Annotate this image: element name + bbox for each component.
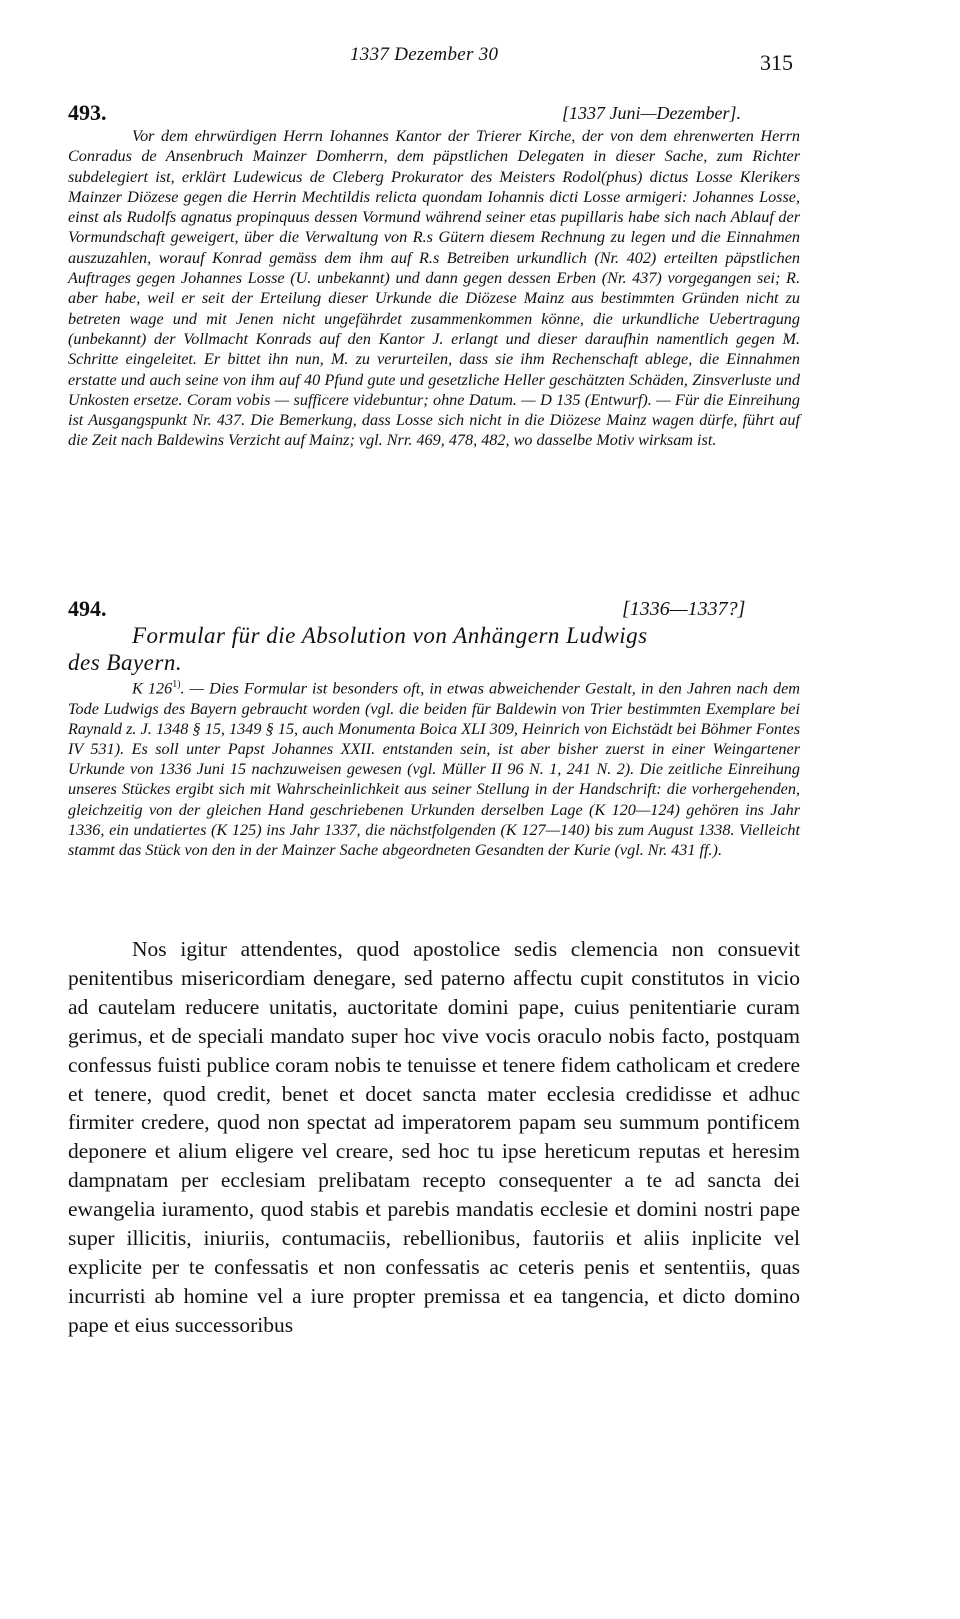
entry-494-title bbox=[68, 622, 800, 676]
page-number: 315 bbox=[760, 50, 793, 75]
entry-494-note-text: . — Dies Formular ist besonders oft, in etwas abweichender Gestalt, in den Jahren nach dem Tode Ludwigs des Bayern gebraucht worden (vgl. die beiden für Baldewin von Trier bestimmten Exemplare bei Raynald z. J. 1348 § 15, 1349 § 15, auch Monumenta Boica XLI 309, Heinrich von Eichstädt bei Böhmer Fontes IV 531). Es soll unter Papst Johannes XXII. entstanden sein, ist aber bisher zuerst in einer Weingartener Urkunde von 1336 Juni 15 nachzuweisen gewesen (vgl. Müller II 96 N. 1, 241 N. 2). Die zeitliche Einreihung unseres Stückes ergibt sich mit Wahrscheinlichkeit aus seiner Stellung in der Handschrift: die vorhergehenden, gleichzeitig von der gleichen Hand geschriebenen Urkunden derselben Lage (K 120—124) gehören ins Jahr 1336, ein undatiertes (K 125) ins Jahr 1337, die nächstfolgenden (K 127—140) bis zum August 1338. Vielleicht stammt das Stück von den in der Mainzer Sache abgeordneten Gesandten der Kurie (vgl. Nr. 431 ff.). bbox=[68, 679, 800, 860]
entry-493-regest bbox=[68, 126, 800, 451]
entry-494-title-line-1: Formular für die Absolution von Anhängern Ludwigs bbox=[132, 623, 648, 648]
entry-494-note-paragraph bbox=[68, 675, 800, 860]
running-head: 1337 Dezember 30 bbox=[350, 44, 499, 65]
entry-number-493: 493. bbox=[68, 100, 107, 125]
entry-date-494: [1336—1337?] bbox=[622, 598, 746, 620]
entry-494-latin-text bbox=[68, 935, 800, 1340]
entry-493-text: Vor dem ehrwürdigen Herrn Iohannes Kantor der Trierer Kirche, der von dem ehrenwerten Herrn Conradus de Ansenbruch Mainzer Domherrn, dem päpstlichen Delegaten in dieser Sache, zum Richter subdelegiert ist, erklärt Ludewicus de Cleberg Prokurator des Meisters Rodol(phus) dictus Losse Klerikers Mainzer Diözese gegen die Herrin Mechtildis relicta quondam Iohannis dicti Losse armigeri: Johannes Losse, einst als Rudolfs agnatus propinquus dessen Vormund während seiner etas pupillaris habe sich nach Ablauf der Vormundschaft geweigert, über die Verwaltung von R.s Gütern diesem Rechnung zu legen und die Einnahmen auszuzahlen, worauf Konrad gemäss dem ihm auf R.s Betreiben urkundlich (Nr. 402) erteilten päpstlichen Auftrages gegen Johannes Losse (U. unbekannt) und dann gegen dessen Erben (Nr. 437) vorgegangen sei; R. aber habe, weil er seit der Erteilung dieser Urkunde die Diözese Mainz aus bestimmten Gründen nicht zu betreten wage und mit Jenen nicht ungefährdet zusammenkommen könne, die urkundliche Uebertragung (unbekannt) der Vollmacht Konrads auf den Kantor J. erlangt und dieser daraufhin namentlich gegen M. Schritte eingeleitet. Er bittet ihn nun, M. zu verurteilen, dass sie ihm Rechenschaft ablege, die Einnahmen erstatte und auch seine von ihm auf 40 Pfund gute und gesetzliche Heller geschätzten Schäden, Zinsverluste und Unkosten ersetze. Coram vobis — sufficere videbuntur; ohne Datum. — D 135 (Entwurf). — Für die Einreihung ist Ausgangspunkt Nr. 437. Die Bemerkung, dass Losse sich nicht in die Diözese Mainz wagen dürfe, führt auf die Zeit nach Baldewins Verzicht auf Mainz; vgl. Nrr. 469, 478, 482, wo dasselbe Motiv wirksam ist. bbox=[68, 127, 800, 450]
entry-494-title-line-2: des Bayern. bbox=[68, 650, 183, 675]
footnote-marker: 1) bbox=[172, 679, 181, 690]
manuscript-signature: K 126 bbox=[132, 679, 173, 698]
entry-date-493: [1337 Juni—Dezember]. bbox=[562, 103, 741, 123]
latin-paragraph: Nos igitur attendentes, quod apostolice sedis clemencia non consuevit penitentibus misericordiam denegare, sed paterno affectu cupit constitutos in vicio ad cautelam reducere unitatis, auctoritate domini pape, cuius penitentiarie curam gerimus, et de speciali mandato super hoc vive vocis oraculo nobis facto, postquam confessus fuisti publice coram nobis te tenuisse et tenere fidem catholicam et credere et tenere, quod credit, benet et docet sancta mater ecclesia credidisse et adhuc firmiter credere, quod non spectat ad imperatorem papam seu summum pontificem deponere et alium eligere vel creare, sed hoc tu ipse hereticum reputas et heresim dampnatam per ecclesiam prelibatam recepto consequenter a te ad sancta dei ewangelia iuramento, quod stabis et parebis mandatis ecclesie et domini nostri pape super illicitis, iniuriis, contumaciis, rebellionibus, fautoriis et aliis inplicite vel explicite per te confessatis et non confessatis ac ceteris penis et sententiis, quas incurristi ab homine vel a iure propter premissa et ea tangencia, et dicto domino pape et eius successoribus bbox=[68, 937, 800, 1337]
entry-494-note bbox=[68, 675, 800, 860]
entry-number-494: 494. bbox=[68, 596, 107, 621]
